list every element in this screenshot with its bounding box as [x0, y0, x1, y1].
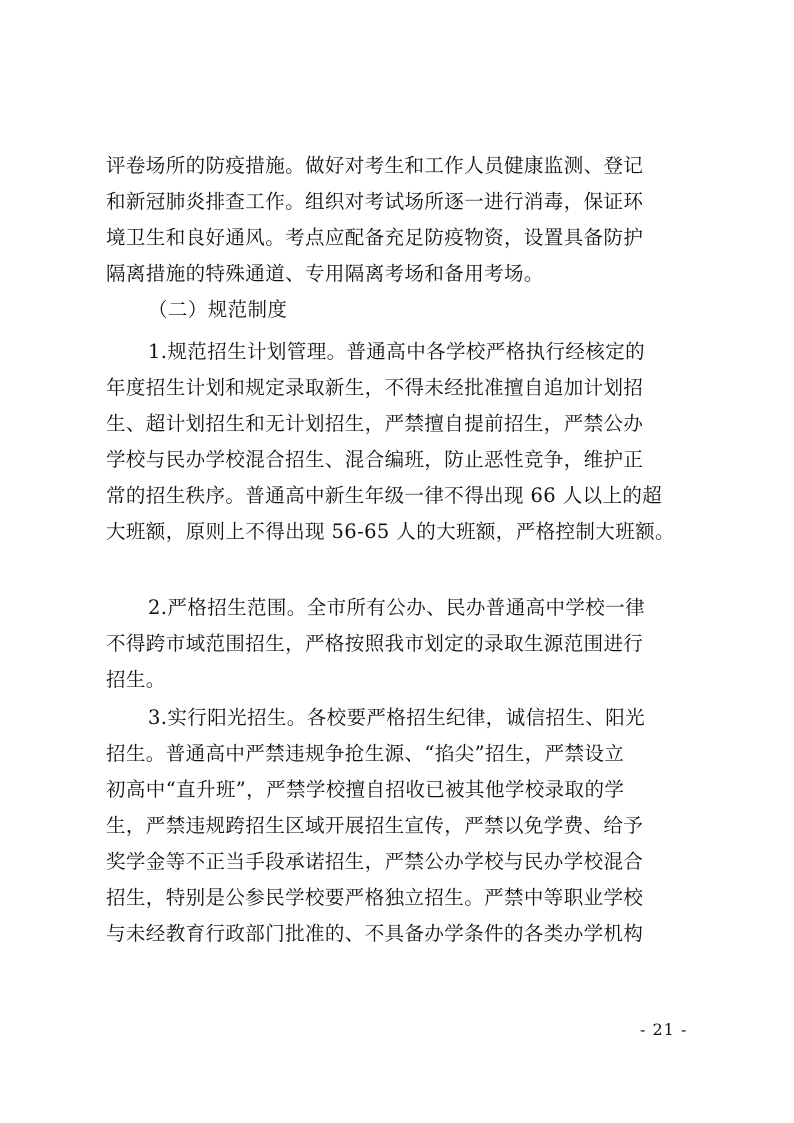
- body-line: 2.严格招生范围。全市所有公办、民办普通高中学校一律: [148, 596, 646, 619]
- body-line: 初高中“直升班”，严禁学校擅自招收已被其他学校录取的学: [106, 778, 625, 801]
- body-line: 招生，特别是公参民学校要严格独立招生。严禁中等职业学校: [106, 886, 644, 909]
- body-line: 不得跨市域范围招生，严格按照我市划定的录取生源范围进行: [106, 632, 644, 655]
- body-line: 与未经教育行政部门批准的、不具备办学条件的各类办学机构: [106, 922, 644, 945]
- body-line: 招生。普通高中严禁违规争抢生源、“掐尖”招生，严禁设立: [106, 742, 625, 765]
- body-line: 常的招生秩序。普通高中新生年级一律不得出现 66 人以上的超: [106, 484, 663, 507]
- body-line: 奖学金等不正当手段承诺招生，严禁公办学校与民办学校混合: [106, 850, 644, 873]
- section-heading: （二）规范制度: [148, 298, 288, 321]
- body-line: 3.实行阳光招生。各校要严格招生纪律，诚信招生、阳光: [148, 706, 646, 729]
- body-line: 年度招生计划和规定录取新生，不得未经批准擅自追加计划招: [106, 376, 644, 399]
- body-line: 评卷场所的防疫措施。做好对考生和工作人员健康监测、登记: [106, 154, 644, 177]
- body-line: 生，严禁违规跨招生区域开展招生宣传，严禁以免学费、给予: [106, 814, 644, 837]
- body-line: 和新冠肺炎排查工作。组织对考试场所逐一进行消毒，保证环: [106, 190, 644, 213]
- body-line: 招生。: [106, 668, 166, 691]
- page-number: - 21 -: [640, 1020, 688, 1039]
- body-line: 境卫生和良好通风。考点应配备充足防疫物资，设置具备防护: [106, 226, 644, 249]
- body-line: 1.规范招生计划管理。普通高中各学校严格执行经核定的: [148, 340, 646, 363]
- body-line: 隔离措施的特殊通道、专用隔离考场和备用考场。: [106, 262, 544, 285]
- body-line: 生、超计划招生和无计划招生，严禁擅自提前招生，严禁公办: [106, 412, 644, 435]
- body-line: 大班额，原则上不得出现 56-65 人的大班额，严格控制大班额。: [106, 520, 675, 543]
- body-line: 学校与民办学校混合招生、混合编班，防止恶性竞争，维护正: [106, 448, 644, 471]
